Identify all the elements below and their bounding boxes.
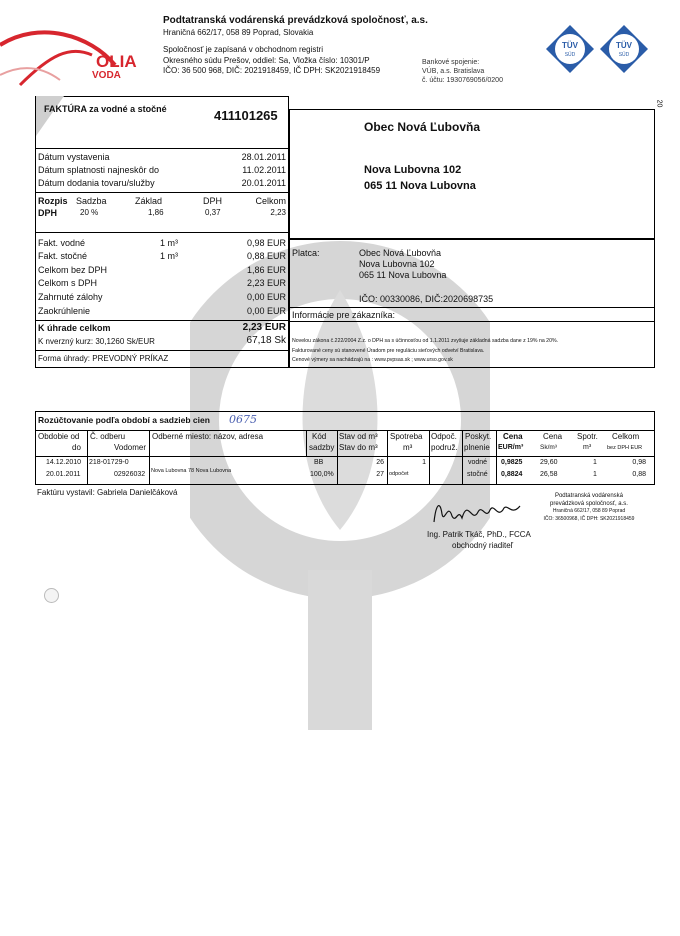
info-line: Novelou zákona č.222/2004 Z.z. o DPH sa s účinnosťou od 1.1.2011 zvyšuje základná sadzba dane z 19% na 20%. [292,338,559,344]
col-header: Sk/m³ [540,444,557,451]
row-cell: BB [314,459,324,466]
col-header: Č. odberu [90,432,126,441]
row-cell: 1 [593,471,597,478]
row-cell: 29,60 [540,459,558,466]
vat-header: Základ [135,196,163,206]
col-header: sadzby [309,443,335,452]
amount-value: 0,98 EUR [246,238,286,248]
amount-label: Zaokrúhlenie [38,306,91,316]
col-header: m³ [403,443,413,452]
bank-line: č. účtu: 1930769056/0200 [422,77,503,84]
tuv-badge-icon [545,24,595,74]
amount-value: 0,00 EUR [246,306,286,316]
page-side-number: 20 [655,99,663,108]
col-header: Cena [503,432,523,441]
total-label: K úhrade celkom [38,323,111,333]
svg-text:TÜV: TÜV [616,41,632,50]
conversion-rate: K nverzný kurz: 30,1260 Sk/EUR [38,337,155,346]
col-header: Spotreba [390,432,423,441]
vat-header: DPH [203,196,223,206]
date-value: 20.01.2011 [241,178,286,188]
row-cell: 0,88 [632,471,646,478]
col-header: podruž. [431,443,458,452]
invoice-title: FAKTÚRA za vodné a stočné [44,104,167,114]
signature-name: Ing. Patrik Tkáč, PhD., FCCA [427,530,531,539]
col-header: Obdobie od [38,432,80,441]
row-cell: 26 [376,459,384,466]
col-header: bez DPH EUR [607,445,643,451]
row-cell: 100,0% [310,471,334,478]
amount-label: Fakt. vodné [38,238,86,248]
date-value: 11.02.2011 [242,165,286,175]
row-cell: 26,58 [540,471,558,478]
invoice-number: 411101265 [214,108,278,123]
handwritten-note: 0675 [229,413,257,426]
payer-label: Platca: [292,248,320,258]
signature-image [428,494,528,530]
customer-city: 065 11 Nova Lubovna [364,180,476,192]
col-header: m³ [583,444,592,451]
company-registration [163,45,380,77]
col-header: Cena [543,432,563,441]
info-label: Informácie pre zákazníka: [292,310,396,320]
date-label: Dátum vystavenia [38,152,110,162]
col-header: Odpoč. [431,432,457,441]
conversion-value: 67,18 Sk [246,335,286,346]
row-cell: 0,9825 [501,459,523,466]
breakdown-title: Rozúčtovanie podľa období a sadzieb cien [38,415,210,425]
amount-label: Celkom bez DPH [38,265,108,275]
amount-qty: 1 m³ [160,251,178,261]
col-header: Spotr. [577,432,598,441]
row-cell: 218-01729-0 [89,459,129,466]
amount-value: 1,86 EUR [246,265,286,275]
date-value: 28.01.2011 [241,152,286,162]
vat-cell: DPH [38,208,58,218]
customer-name: Obec Nová Ľubovňa [364,120,481,134]
company-address: Hraničná 662/17, 058 89 Poprad, Slovakia [163,28,314,37]
registration-line: Okresného súdu Prešov, oddiel: Sa, Vložka číslo: 10301/P [163,55,370,65]
svg-text:SÜD: SÜD [618,52,630,58]
stamp-line: prevádzková spoločnosť, a.s. [550,500,628,507]
bank-line: VÚB, a.s. Bratislava [422,68,485,75]
amount-value: 0,88 EUR [246,251,286,261]
payment-form: Forma úhrady: PREVODNÝ PRÍKAZ [38,354,169,363]
info-line: Cenové výmery sa nachádzajú na : www.pvpsas.sk ; www.urso.gov.sk [292,357,453,363]
col-header: Vodomer [114,443,147,452]
svg-text:TÜV: TÜV [562,41,578,50]
amount-value: 0,00 EUR [246,292,286,302]
col-header: Stav do m³ [339,443,378,452]
row-cell: vodné [468,459,488,466]
row-cell: stočné [467,471,488,478]
customer-street: Nova Lubovna 102 [364,164,462,176]
company-stamp [534,493,644,523]
tuv-badge-icon [599,24,649,74]
vat-cell: 20 % [80,208,99,217]
folded-corner [36,96,64,136]
amount-qty: 1 m³ [160,238,178,248]
vat-cell: 1,86 [148,208,164,217]
svg-text:SÜD: SÜD [564,52,576,58]
stamp-line: IČO: 36500968, IČ DPH: SK2021918459 [543,515,635,522]
row-cell: 0,8824 [501,471,523,478]
row-cell: 1 [593,459,597,466]
row-cell: 27 [376,471,384,478]
amount-label: Zahrnuté zálohy [38,292,103,302]
registration-line: Spoločnosť je zapísaná v obchodnom registri [163,45,323,54]
date-label: Dátum dodania tovaru/služby [38,178,155,188]
col-header: plnenie [464,443,490,452]
row-cell: 0,98 [632,459,646,466]
vat-header: Celkom [255,196,286,206]
col-header: Celkom [612,432,640,441]
stamp-line: Podtatranská vodárenská [554,493,624,499]
payer-line: 065 11 Nova Lubovna [359,270,447,280]
vat-header: Rozpis [38,196,68,206]
row-cell: odpočet [389,471,409,477]
payer-line: Obec Nová Ľubovňa [359,248,442,258]
bank-line: Bankové spojenie: [422,59,480,66]
logo-text: OLIA [96,52,137,71]
bank-details [422,58,503,85]
info-line: Fakturované ceny sú stanovené Úradom pre reguláciu sieťových odvetví Bratislava. [292,348,485,354]
col-header: Kód [312,432,327,441]
registration-line: IČO: 36 500 968, DIČ: 2021918459, IČ DPH: SK2021918459 [163,66,381,75]
stamp-line: Hraničná 662/17, 058 89 Poprad [552,508,626,514]
total-value: 2,23 EUR [242,322,286,333]
row-cell: 1 [422,459,426,466]
col-header: Odberné miesto: názov, adresa [152,432,264,441]
date-label: Dátum splatnosti najneskôr do [38,165,160,175]
col-header: Poskyt. [465,432,492,441]
punch-hole [44,588,59,603]
row-cell: Nova Lubovna 78 Nova Lubovna [151,468,232,474]
vat-header: Sadzba [76,196,107,206]
vat-cell: 2,23 [270,208,286,217]
issued-by: Faktúru vystavil: Gabriela Danielčáková [37,488,178,497]
logo-subtext: VODA [92,70,121,81]
signature-role: obchodný riaditeľ [452,541,514,550]
vat-cell: 0,37 [205,208,221,217]
company-name: Podtatranská vodárenská prevádzková spoločnosť, a.s. [163,15,428,26]
col-header: Stav od m³ [339,432,378,441]
row-cell: 02926032 [114,471,146,478]
col-header: do [72,443,81,452]
row-cell: 20.01.2011 [46,471,81,478]
amount-label: Celkom s DPH [38,278,98,288]
row-cell: 14.12.2010 [46,459,82,466]
payer-ids: IČO: 00330086, DIČ:2020698735 [359,294,494,304]
amount-label: Fakt. stočné [38,251,88,261]
col-header: EUR/m³ [498,444,524,451]
amount-value: 2,23 EUR [246,278,286,288]
payer-line: Nova Lubovna 102 [359,259,435,269]
